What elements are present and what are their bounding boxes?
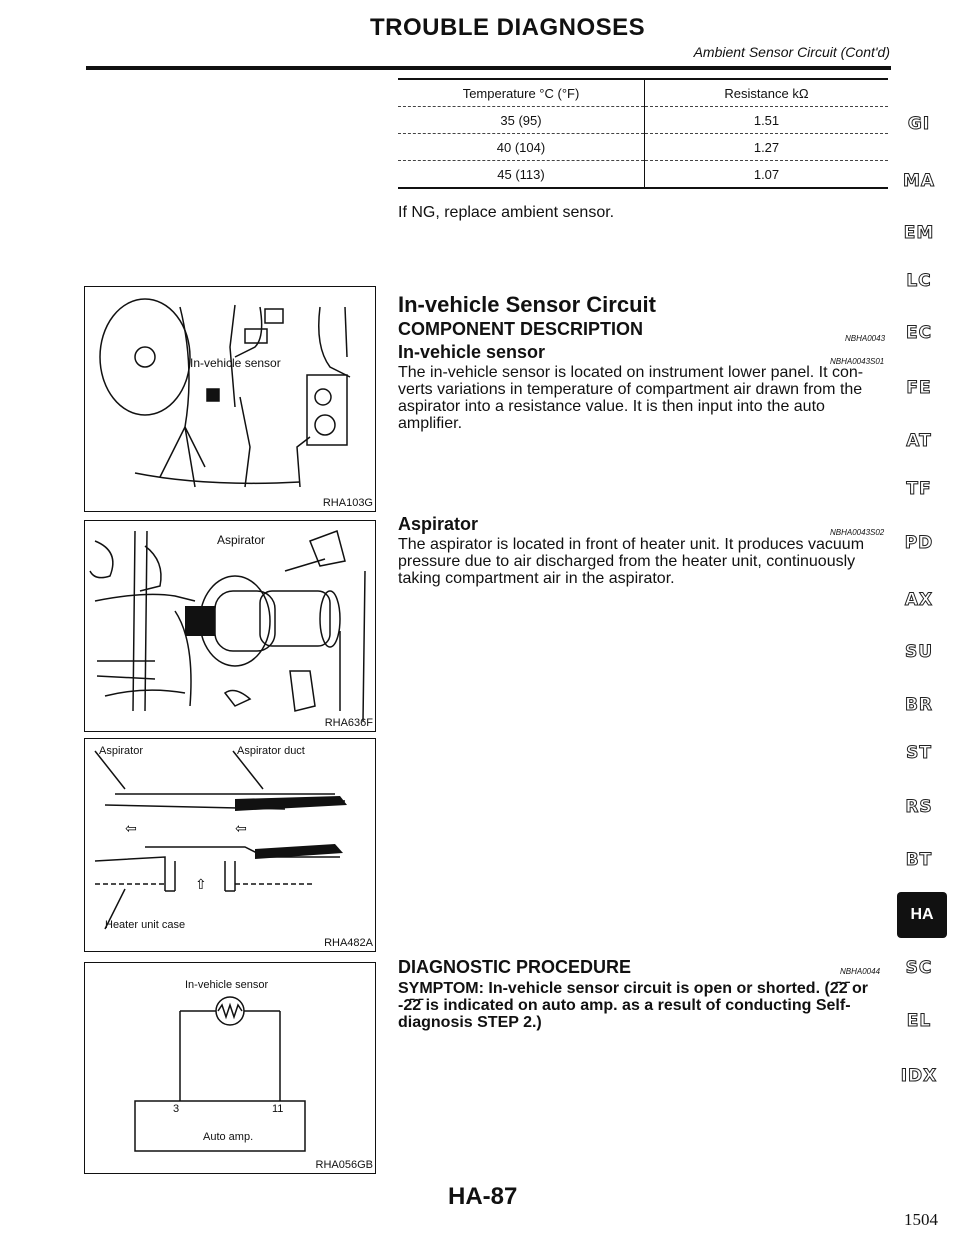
aspirator-text-line: The aspirator is located in front of heater unit. It produces vacuum [398,536,865,553]
aspirator-text-line: pressure due to air discharged from the heater unit, continuously [398,553,856,570]
figure-label: In-vehicle sensor [185,979,269,991]
side-tab-ax[interactable]: AX [904,590,934,610]
figure-label: In-vehicle sensor [190,356,281,370]
sensor-text-line: aspirator into a resistance value. It is then input into the auto [398,398,825,415]
ng-note: If NG, replace ambient sensor. [398,204,615,221]
figure-aspirator-section [84,738,376,952]
side-tab-lc[interactable]: LC [906,271,932,291]
sensor-location-illustration [85,287,375,511]
symptom-line: diagnosis STEP 2.) [398,1014,542,1031]
resistance-table [398,80,888,189]
side-tab-bt[interactable]: BT [905,850,933,870]
table-cell: 1.51 [753,112,780,128]
side-tab-ha-active[interactable]: HA [897,892,947,938]
pin-label: 3 [173,1103,180,1115]
aspirator-description [398,536,888,587]
table-row [398,161,888,189]
figure-code: RHA056GB [315,1159,373,1171]
figure-label: Aspirator duct [237,745,305,757]
component-code: NBHA0043 [845,334,886,343]
document-number: 1504 [904,1210,938,1229]
side-tab-tf[interactable]: TF [906,479,932,499]
figure-code: RHA482A [324,937,373,949]
sensor-text-line: The in-vehicle sensor is located on instrument lower panel. It con- [398,364,864,381]
side-tab-ec[interactable]: EC [905,323,933,343]
side-tab-el[interactable]: EL [906,1011,932,1031]
sensor-heading: In-vehicle sensor [398,342,546,362]
side-tab-fe[interactable]: FE [906,378,932,398]
table-row [398,107,888,134]
svg-text:⇧: ⇧ [195,877,207,893]
figure-label: Aspirator [99,745,144,757]
sensor-description [398,364,888,432]
component-heading: COMPONENT DESCRIPTION [398,319,644,339]
figure-sensor-location [84,286,376,512]
side-tab-at[interactable]: AT [906,431,932,451]
aspirator-heading: Aspirator [398,514,479,534]
diag-code: NBHA0044 [840,967,881,976]
sensor-code: NBHA0043S01 [830,357,885,366]
section-subtitle: Ambient Sensor Circuit (Cont'd) [693,44,890,60]
table-cell: 1.07 [753,166,780,182]
table-row [398,134,888,161]
sensor-text-line: verts variations in temperature of compartment air drawn from the [398,381,863,398]
side-tab-em[interactable]: EM [903,223,935,243]
figure-code: RHA636F [324,717,373,729]
pin-label: 11 [272,1103,284,1115]
side-tab-idx[interactable]: IDX [900,1066,938,1086]
figure-label: Aspirator [217,533,266,547]
side-tab-pd[interactable]: PD [904,533,934,553]
figure-label: Heater unit case [105,919,186,931]
side-tab-st[interactable]: ST [906,743,932,763]
table-cell: 45 (113) [398,161,645,189]
table-cell: 40 (104) [398,134,645,161]
table-header-row [398,80,888,107]
svg-text:⇦: ⇦ [235,821,247,837]
table-header-temperature: Temperature °C (°F) [398,80,645,107]
svg-text:⇦: ⇦ [125,821,137,837]
side-tab-ma[interactable]: MA [902,171,936,191]
side-tab-sc[interactable]: SC [905,958,933,978]
aspirator-text-line: taking compartment air in the aspirator. [398,570,675,587]
symptom-line: -2̄2̄ is indicated on auto amp. as a result of conducting Self- [398,997,851,1014]
page-title: TROUBLE DIAGNOSES [370,14,646,41]
figure-code: RHA103G [322,497,373,509]
side-tab-su[interactable]: SU [904,642,934,662]
diag-symptom [398,980,893,1031]
amp-label: Auto amp. [203,1131,254,1143]
table-cell: 1.27 [753,139,780,155]
aspirator-code: NBHA0043S02 [830,528,885,537]
table-header-resistance: Resistance kΩ [724,85,809,101]
table-cell: 35 (95) [398,107,645,134]
page-number: HA-87 [448,1183,518,1210]
section-heading: In-vehicle Sensor Circuit [398,292,656,317]
side-tab-rs[interactable]: RS [905,797,933,817]
sensor-text-line: amplifier. [398,415,463,432]
figure-circuit [84,962,376,1174]
header-rule [86,66,891,70]
diag-heading: DIAGNOSTIC PROCEDURE [398,957,632,977]
side-tab-br[interactable]: BR [904,695,934,715]
side-tab-gi[interactable]: GI [907,114,931,134]
figure-aspirator-location [84,520,376,732]
symptom-line: SYMPTOM: In-vehicle sensor circuit is open or shorted. (2̄2̄ or [398,980,869,997]
aspirator-illustration [85,521,375,731]
